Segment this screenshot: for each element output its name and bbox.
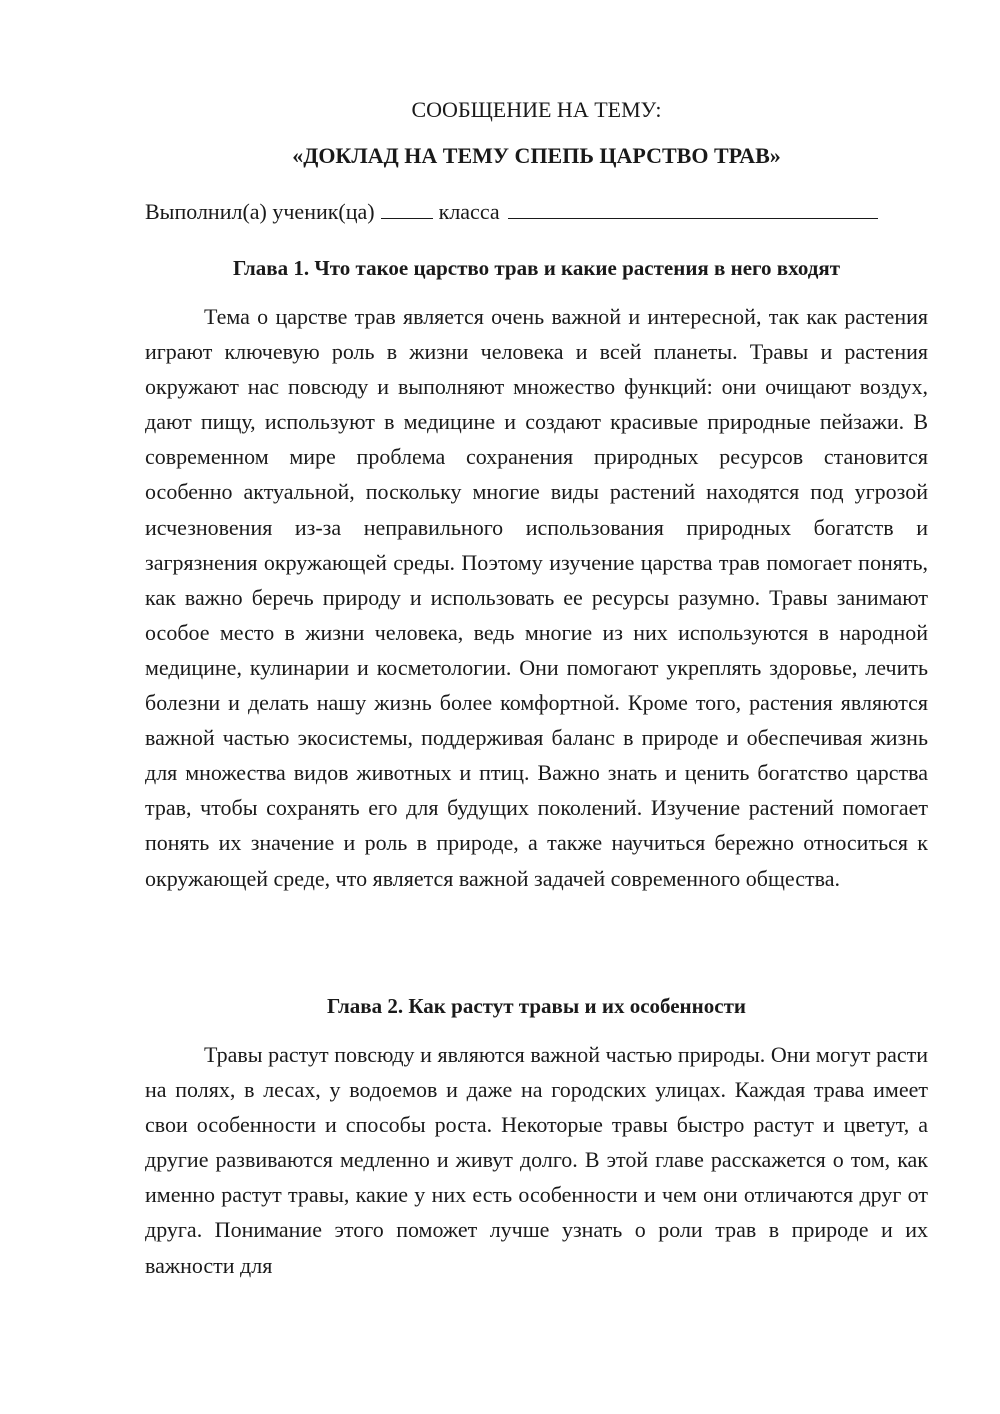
chapter-1-paragraph: Тема о царстве трав является очень важной и интересной, так как растения играют ключевую роль в жизни человека и всей планеты. Травы и растения окружают нас повсюду и выполняют множество функций: они очищают воздух, дают пищу, используют в медицине и создают красивые природные пейзажи. В современном мире проблема сохранения природных ресурсов становится особенно актуальной, поскольку многие виды растений находятся под угрозой исчезновения из-за неправильного использования природных богатств и загрязнения окружающей среды. Поэтому изучение царства трав помогает понять, как важно беречь природу и использовать ее ресурсы разумно. Травы занимают особое место в жизни человека, ведь многие из них используются в народной медицине, кулинарии и косметологии. Они помогают укреплять здоровье, лечить болезни и делать нашу жизнь более комфортной. Кроме того, растения являются важной частью экосистемы, поддерживая баланс в природе и обеспечивая жизнь для множества видов животных и птиц. Важно знать и ценить богатство царства трав, чтобы сохранять его для будущих поколений. Изучение растений помогает понять их значение и роль в природе, а также научиться бережно относиться к окружающей среде, что является важной задачей современного общества. (145, 304, 928, 891)
student-prefix-label: Выполнил(а) ученик(ца) (145, 199, 375, 224)
grade-blank (381, 198, 433, 219)
class-label: класса (438, 199, 500, 224)
name-blank (508, 198, 878, 219)
chapter-1-heading: Глава 1. Что такое царство трав и какие растения в него входят (232, 256, 841, 280)
document-type: СООБЩЕНИЕ НА ТЕМУ: (411, 97, 662, 122)
chapter-2-heading: Глава 2. Как растут травы и их особенности (326, 994, 746, 1018)
student-info-line (145, 198, 928, 226)
chapter-2-paragraph: Травы растут повсюду и являются важной частью природы. Они могут расти на полях, в лесах, у водоемов и даже на городских улицах. Каждая трава имеет свои особенности и способы роста. Некоторые травы быстро растут и цветут, а другие развиваются медленно и живут долго. В этой главе расскажется о том, как именно растут травы, какие у них есть особенности и чем они отличаются друг от друга. Понимание этого поможет лучше узнать о роли трав в природе и их важности для (145, 1042, 928, 1278)
document-title: «ДОКЛАД НА ТЕМУ СПЕПЬ ЦАРСТВО ТРАВ» (292, 143, 781, 168)
